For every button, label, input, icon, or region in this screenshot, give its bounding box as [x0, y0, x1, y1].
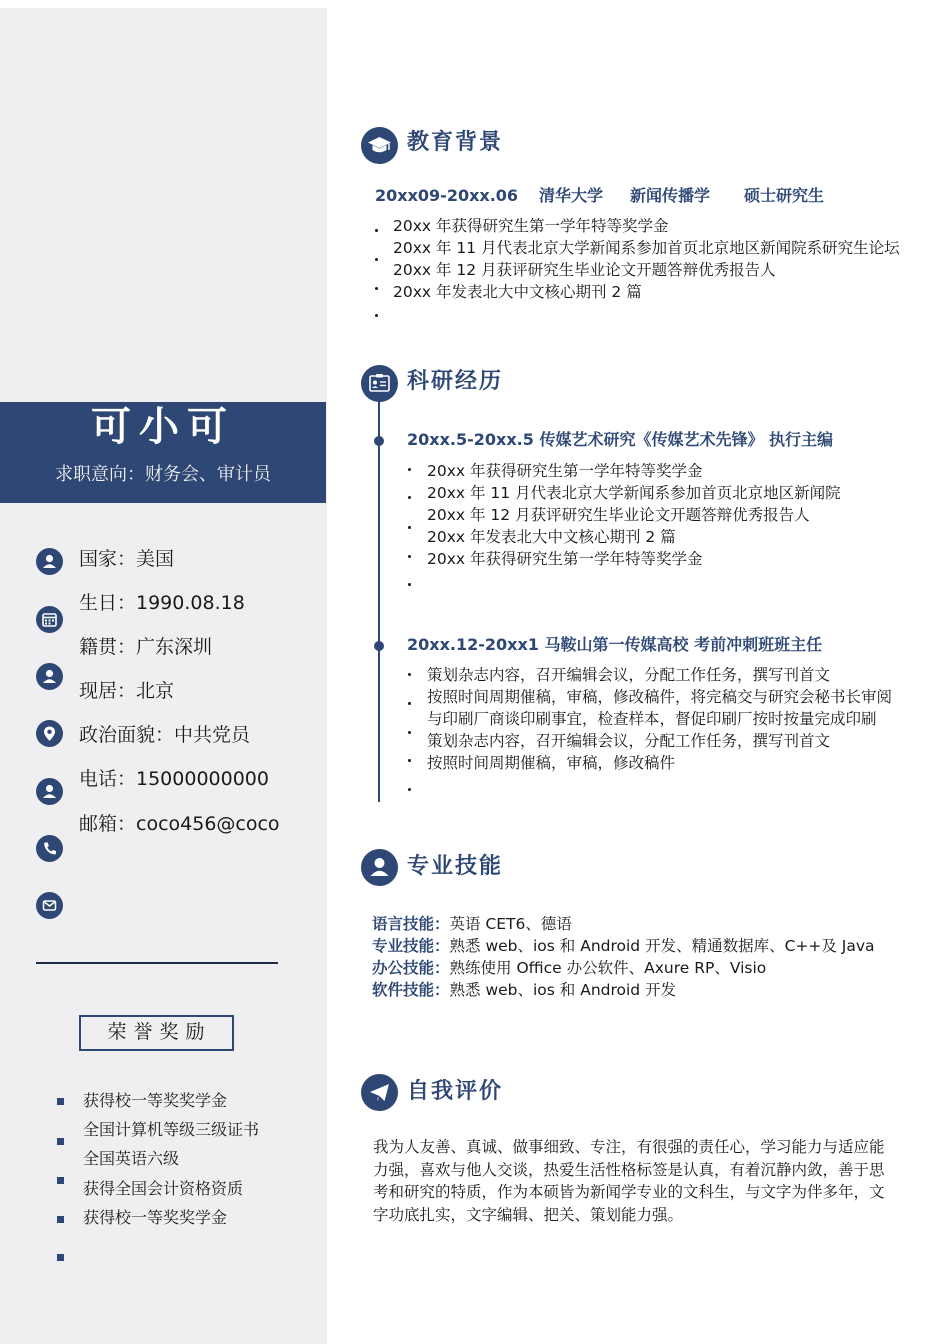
- skill-label: 专业技能：: [372, 937, 450, 955]
- bullet-square: [57, 1177, 64, 1184]
- info-email[interactable]: 邮箱：coco456@coco: [79, 813, 280, 835]
- edu-major: 新闻传播学: [630, 186, 711, 205]
- phone-icon: [36, 835, 63, 862]
- bullet-dot: [408, 468, 411, 471]
- paper-plane-icon: [361, 1074, 398, 1111]
- self-eval-text: 我为人友善、真诚、做事细致、专注，有很强的责任心，学习能力与适应能力强，喜欢与他人交谈，热爱生活性格标签是认真，有着沉静内敛，善于思考和研究的特质，作为本硕皆为新闻学专业的文科生，与文字为伴多年，文字功底扎实，文字编辑、把关、策划能力强。: [373, 1138, 885, 1224]
- bullet-square: [57, 1216, 64, 1223]
- research-item: 20xx 年获得研究生第一学年特等奖学金: [427, 550, 703, 568]
- bullet-square: [57, 1138, 64, 1145]
- timeline-dot: [374, 641, 384, 651]
- research-item: 按照时间周期催稿，审稿，修改稿件，将完稿交与研究会秘书长审阅: [427, 688, 893, 706]
- skill-label: 语言技能：: [372, 915, 450, 933]
- name-banner: [0, 402, 326, 503]
- location-pin-icon: [36, 720, 63, 747]
- info-birthday: 生日：1990.08.18: [79, 592, 245, 614]
- skill-row: [372, 913, 572, 935]
- section-title-skills: 专业技能: [407, 854, 504, 879]
- edu-school: 清华大学: [539, 186, 604, 205]
- bullet-square: [57, 1098, 64, 1105]
- info-hometown: 籍贯：广东深圳: [79, 636, 213, 658]
- research-heading: 20xx.5-20xx.5 传媒艺术研究《传媒艺术先锋》 执行主编: [407, 430, 834, 449]
- edu-item: 20xx 年 12 月获评研究生毕业论文开题答辩优秀报告人: [393, 261, 776, 279]
- skill-value: 熟悉 web、ios 和 Android 开发、精通数据库、C++及 Java: [449, 937, 875, 955]
- bullet-dot: [408, 673, 411, 676]
- section-title-research: 科研经历: [407, 369, 504, 394]
- user-icon: [361, 849, 398, 886]
- edu-item: 20xx 年发表北大中文核心期刊 2 篇: [393, 283, 642, 301]
- bullet-dot: [375, 314, 378, 317]
- lock-user-icon: [36, 663, 63, 690]
- research-heading: 20xx.12-20xx1 马鞍山第一传媒高校 考前冲刺班班主任: [407, 635, 823, 654]
- research-item: 策划杂志内容，召开编辑会议，分配工作任务，撰写刊首文: [427, 732, 831, 750]
- bullet-dot: [375, 229, 378, 232]
- timeline-dot: [374, 436, 384, 446]
- sidebar-divider: [36, 962, 278, 964]
- research-item: 20xx 年获得研究生第一学年特等奖学金: [427, 462, 703, 480]
- candidate-name: 可小可: [91, 404, 235, 450]
- user-icon: [36, 548, 63, 575]
- section-title-self-eval: 自我评价: [407, 1079, 504, 1104]
- bullet-dot: [408, 702, 411, 705]
- graduation-cap-icon: [361, 127, 398, 164]
- skill-label: 软件技能：: [372, 981, 450, 999]
- research-item: 与印刷厂商谈印刷事宜，检查样本，督促印刷厂按时按量完成印刷: [427, 710, 877, 728]
- bullet-dot: [408, 526, 411, 529]
- honor-item: 获得校一等奖奖学金: [83, 1091, 228, 1110]
- edu-period: 20xx09-20xx.06: [375, 186, 519, 205]
- info-residence: 现居：北京: [79, 680, 175, 702]
- mail-icon: [36, 892, 63, 919]
- info-phone: 电话：15000000000: [79, 768, 269, 790]
- bullet-dot: [408, 583, 411, 586]
- bullet-dot: [375, 258, 378, 261]
- skill-row: [372, 979, 676, 1001]
- research-item: 策划杂志内容，召开编辑会议，分配工作任务，撰写刊首文: [427, 666, 831, 684]
- skill-value: 英语 CET6、德语: [449, 915, 572, 933]
- id-card-icon: [361, 365, 398, 402]
- honor-item: 获得全国会计资格资质: [83, 1179, 244, 1198]
- edu-item: 20xx 年 11 月代表北京大学新闻系参加首页北京地区新闻院系研究生论坛: [393, 239, 900, 257]
- honor-item: 获得校一等奖奖学金: [83, 1208, 228, 1227]
- bullet-dot: [408, 555, 411, 558]
- skill-label: 办公技能：: [372, 959, 450, 977]
- honors-title: 荣誉奖励: [79, 1015, 234, 1051]
- info-political-status: 政治面貌：中共党员: [79, 724, 251, 746]
- bullet-dot: [408, 788, 411, 791]
- bullet-dot: [375, 287, 378, 290]
- timeline-line: [378, 400, 380, 802]
- bullet-dot: [408, 759, 411, 762]
- skill-row: [372, 957, 766, 979]
- research-item: 20xx 年 11 月代表北京大学新闻系参加首页北京地区新闻院: [427, 484, 841, 502]
- edu-degree: 硕士研究生: [744, 186, 825, 205]
- research-item: 20xx 年 12 月获评研究生毕业论文开题答辩优秀报告人: [427, 506, 810, 524]
- bullet-dot: [408, 731, 411, 734]
- skill-value: 熟悉 web、ios 和 Android 开发: [449, 981, 677, 999]
- research-item: 按照时间周期催稿，审稿，修改稿件: [427, 754, 676, 772]
- edu-item: 20xx 年获得研究生第一学年特等奖学金: [393, 217, 669, 235]
- user-icon: [36, 778, 63, 805]
- job-intent: 求职意向：财务会、审计员: [55, 464, 271, 485]
- info-country: 国家：美国: [79, 548, 175, 570]
- skill-value: 熟练使用 Office 办公软件、Axure RP、Visio: [449, 959, 767, 977]
- honor-item: 全国计算机等级三级证书: [83, 1120, 260, 1139]
- honor-item: 全国英语六级: [83, 1149, 180, 1168]
- bullet-dot: [408, 496, 411, 499]
- skill-row: [372, 935, 875, 957]
- research-item: 20xx 年发表北大中文核心期刊 2 篇: [427, 528, 676, 546]
- calendar-icon: [36, 606, 63, 633]
- bullet-square: [57, 1254, 64, 1261]
- section-title-education: 教育背景: [407, 130, 504, 155]
